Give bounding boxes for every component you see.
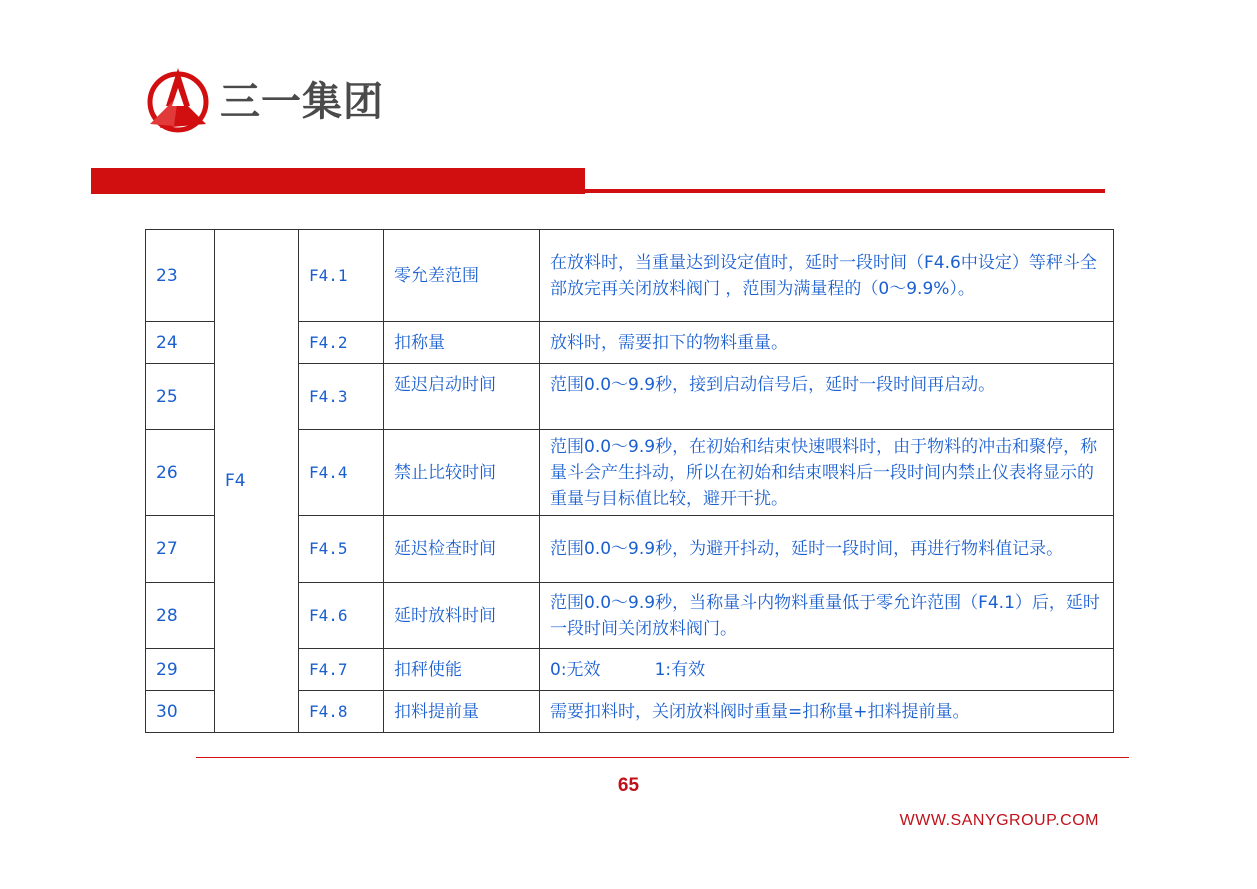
row-number: 28 — [146, 583, 215, 649]
param-name: 延时放料时间 — [384, 583, 540, 649]
param-description: 范围0.0～9.9秒，在初始和结束快速喂料时，由于物料的冲击和聚停，称量斗会产生抖动，所以在初始和结束喂料后一段时间内禁止仪表将显示的重量与目标值比较，避开干扰。 — [540, 430, 1114, 516]
param-code: F4.3 — [299, 364, 384, 430]
param-code: F4.4 — [299, 430, 384, 516]
header-divider-thick — [91, 168, 585, 194]
company-name: 三一集团 — [220, 79, 384, 125]
param-description: 需要扣料时，关闭放料阀时重量=扣称量+扣料提前量。 — [540, 691, 1114, 733]
row-number: 27 — [146, 516, 215, 583]
param-description: 范围0.0～9.9秒，为避开抖动，延时一段时间，再进行物料值记录。 — [540, 516, 1114, 583]
footer-divider — [196, 757, 1129, 758]
param-code: F4.6 — [299, 583, 384, 649]
param-description: 在放料时，当重量达到设定值时，延时一段时间（F4.6中设定）等秤斗全部放完再关闭放料阀门 ，范围为满量程的（0～9.9%）。 — [540, 230, 1114, 322]
row-number: 30 — [146, 691, 215, 733]
sany-logo-icon — [146, 66, 210, 134]
param-code: F4.2 — [299, 322, 384, 364]
param-description: 0:无效 1:有效 — [540, 649, 1114, 691]
param-code: F4.1 — [299, 230, 384, 322]
param-name: 扣料提前量 — [384, 691, 540, 733]
param-code: F4.7 — [299, 649, 384, 691]
group-code: F4 — [215, 230, 299, 733]
row-number: 25 — [146, 364, 215, 430]
param-name: 延迟检查时间 — [384, 516, 540, 583]
page-number: 65 — [617, 775, 640, 796]
row-number: 29 — [146, 649, 215, 691]
row-number: 26 — [146, 430, 215, 516]
param-description: 范围0.0～9.9秒，当称量斗内物料重量低于零允许范围（F4.1）后，延时一段时间关闭放料阀门。 — [540, 583, 1114, 649]
table-row — [146, 230, 1114, 322]
header-divider-thin — [585, 189, 1105, 193]
param-code: F4.8 — [299, 691, 384, 733]
param-description: 范围0.0～9.9秒，接到启动信号后，延时一段时间再启动。 — [540, 364, 1114, 430]
param-description: 放料时，需要扣下的物料重量。 — [540, 322, 1114, 364]
param-name: 零允差范围 — [384, 230, 540, 322]
param-name: 扣秤使能 — [384, 649, 540, 691]
param-name: 延迟启动时间 — [384, 364, 540, 430]
param-code: F4.5 — [299, 516, 384, 583]
param-name: 禁止比较时间 — [384, 430, 540, 516]
parameter-table — [145, 229, 1114, 733]
website-url: WWW.SANYGROUP.COM — [899, 812, 1099, 829]
param-name: 扣称量 — [384, 322, 540, 364]
row-number: 23 — [146, 230, 215, 322]
row-number: 24 — [146, 322, 215, 364]
